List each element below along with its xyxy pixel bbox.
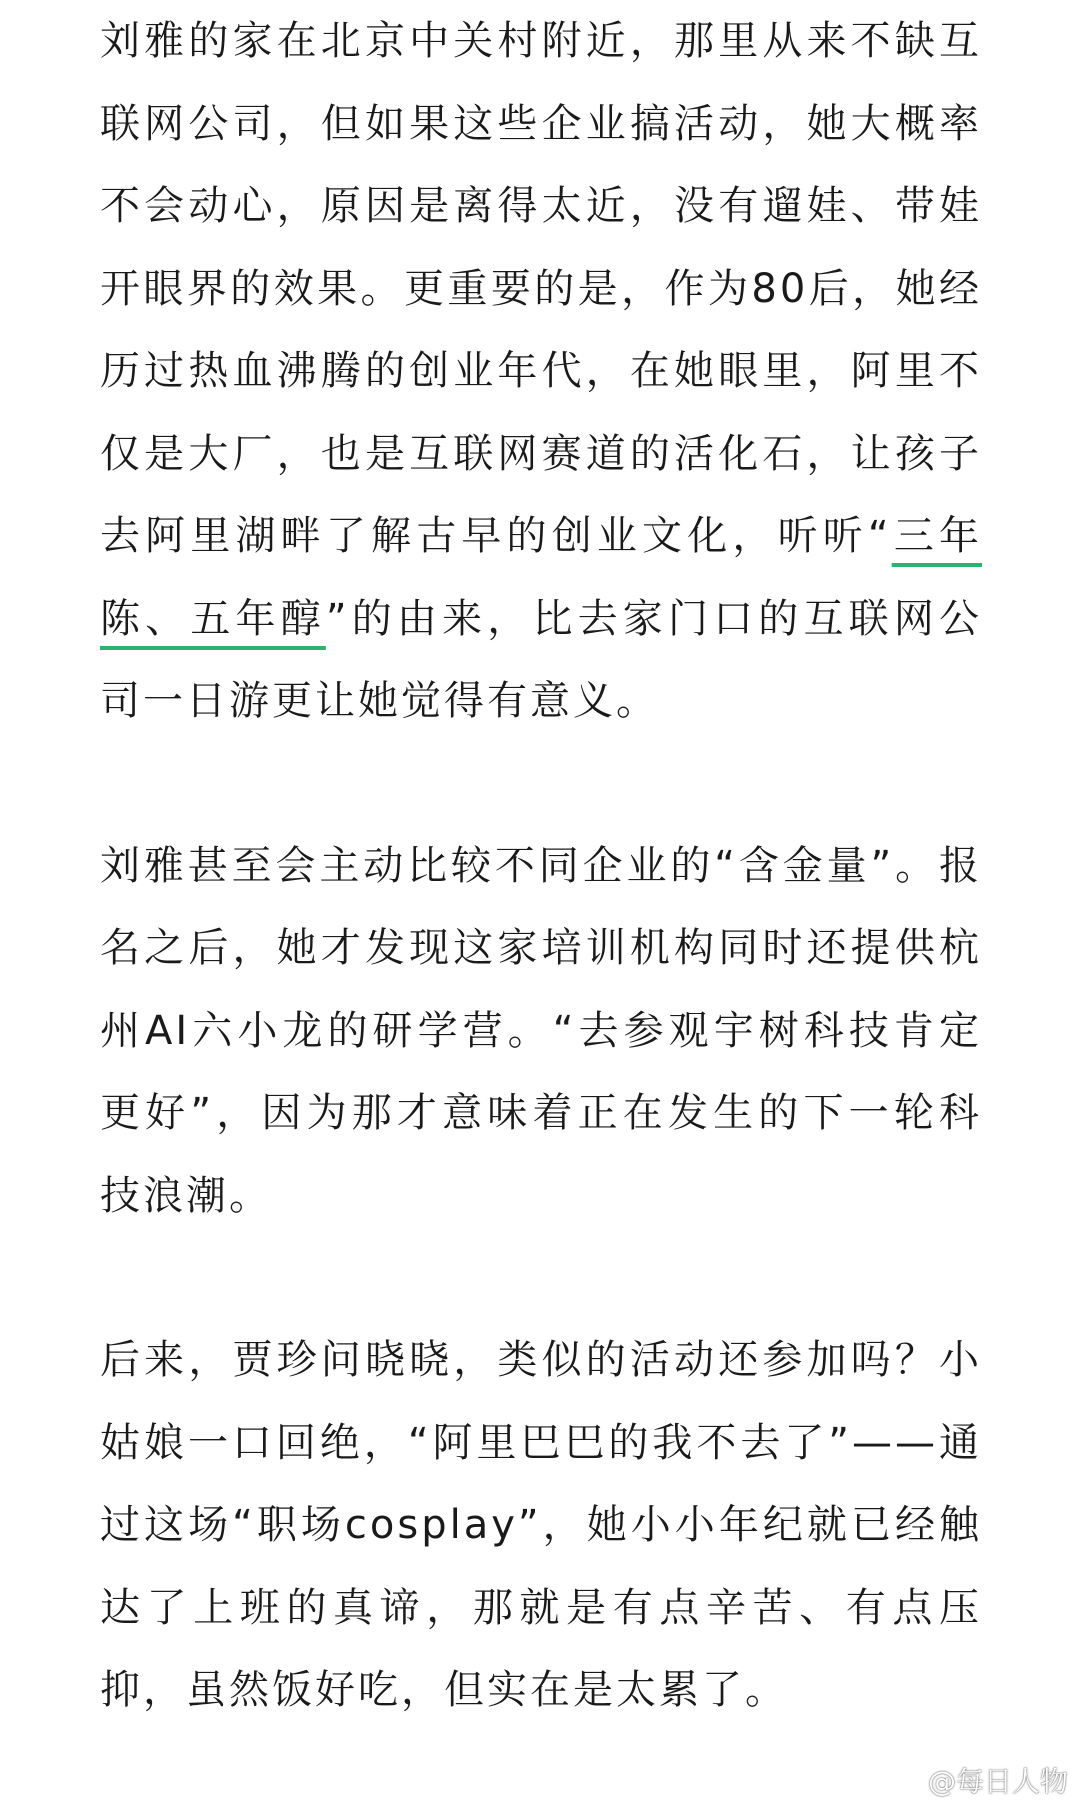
paragraph-1-text-start: 刘雅的家在北京中关村附近，那里从来不缺互联网公司，但如果这些企业搞活动，她大概率不会动心，原因是离得太近，没有遛娃、带娃开眼界的效果。更重要的是，作为80后，她经历过热血沸腾的创业年代，在她眼里，阿里不仅是大厂，也是互联网赛道的活化石，让孩子去阿里湖畔了解古早的创业文化，听听“ bbox=[100, 18, 982, 559]
paragraph-1 bbox=[100, 0, 982, 743]
article-body bbox=[100, 0, 982, 1732]
highlight-link[interactable]: 三年陈、五年醇 bbox=[100, 513, 982, 642]
weibo-icon bbox=[892, 1767, 922, 1793]
paragraph-2: 刘雅甚至会主动比较不同企业的“含金量”。报名之后，她才发现这家培训机构同时还提供杭州AI六小龙的研学营。“去参观宇树科技肯定更好”，因为那才意味着正在发生的下一轮科技浪潮。 bbox=[100, 842, 982, 1219]
paragraph-3: 后来，贾珍问晓晓，类似的活动还参加吗？小姑娘一口回绝，“阿里巴巴的我不去了”——通过这场“职场cosplay”，她小小年纪就已经触达了上班的真谛，那就是有点辛苦、有点压抑，虽然饭好吃，但实在是太累了。 bbox=[100, 1337, 982, 1713]
watermark bbox=[892, 1760, 1068, 1800]
paragraph-1-text-end: ”的由来，比去家门口的互联网公司一日游更让她觉得有意义。 bbox=[100, 595, 982, 724]
watermark-text: @每日人物 bbox=[927, 1765, 1068, 1798]
